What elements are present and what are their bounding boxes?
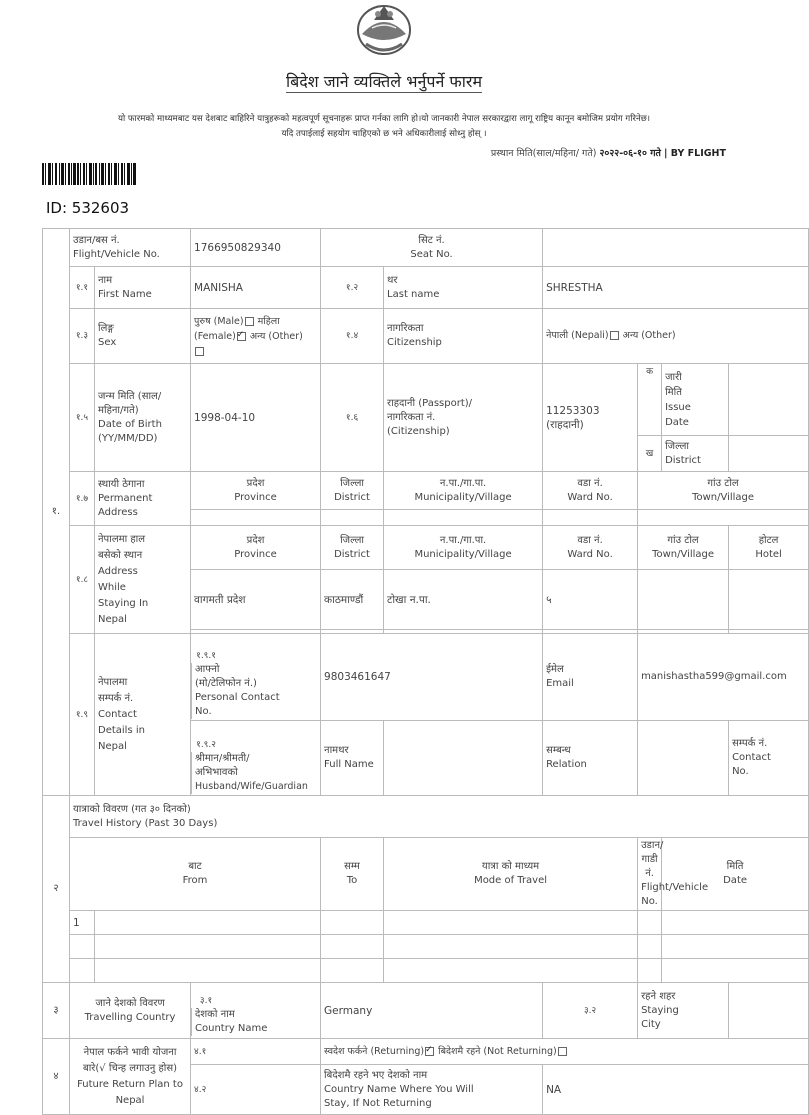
email-label: ईमेल Email <box>543 634 638 721</box>
last-name-label: थर Last name <box>384 267 543 309</box>
sex-label: लिङ्ग Sex <box>95 309 191 364</box>
sex-options: पुरुष (Male) महिला (Female)✓ अन्य (Other) <box>191 309 321 364</box>
num-1-6: १.६ <box>321 364 384 472</box>
perm-district-label: जिल्ला District <box>321 472 384 510</box>
intro-line-2: यदि तपाईलाई सहयोग चाहिएको छ भने अधिकारीलाई सोध्नु होस् । <box>281 129 487 139</box>
num-1-9: १.९ <box>70 634 95 796</box>
nepal-emblem-icon <box>348 0 420 58</box>
perm-municipality-label: न.पा./गा.पा. Municipality/Village <box>384 472 543 510</box>
stay-country-value: NA <box>543 1065 809 1115</box>
sex-other-checkbox[interactable] <box>195 347 204 356</box>
num-1-1: १.१ <box>70 267 95 309</box>
relation-label: सम्बन्ध Relation <box>543 721 638 796</box>
section-3-number: ३ <box>43 983 70 1039</box>
num-4-2: ४.२ <box>191 1065 321 1115</box>
citizenship-nepali-checkbox[interactable] <box>610 331 619 340</box>
issue-district-value <box>729 436 809 472</box>
perm-ward-label: वडा नं. Ward No. <box>543 472 638 510</box>
travel-history-title: यात्राको विवरण (गत ३० दिनको) Travel History (Past 30 Days) <box>70 796 809 838</box>
stay-ward-label: वडा नं. Ward No. <box>543 526 638 570</box>
passport-value: 11253303 (राहदानी) <box>543 364 638 472</box>
sex-female-checkbox[interactable] <box>237 332 246 341</box>
issue-date-value <box>729 364 809 436</box>
email-value: manishastha599@gmail.com <box>638 634 809 721</box>
stay-province-label: प्रदेश Province <box>191 526 321 570</box>
num-1-7: १.७ <box>70 472 95 526</box>
departure-date <box>491 146 726 159</box>
num-1-8: १.८ <box>70 526 95 634</box>
citizenship-options: नेपाली (Nepali) अन्य (Other) <box>543 309 809 364</box>
stay-hotel-label: होटल Hotel <box>729 526 809 570</box>
stay-country-label: बिदेशमै रहने भए देशको नाम Country Name Where You Will Stay, If Not Returning <box>321 1065 543 1115</box>
perm-town-value <box>638 510 809 526</box>
departure-date-label: प्रस्थान मिति(साल/महिना/ गते) <box>490 148 597 159</box>
issue-district-label: जिल्ला District <box>662 436 729 472</box>
staying-city-value <box>729 983 809 1039</box>
perm-ward-value <box>543 510 638 526</box>
travel-row <box>43 959 809 983</box>
travelling-country-label: जाने देशको विवरण Travelling Country <box>70 983 191 1039</box>
travel-mode-value: | BY FLIGHT <box>664 148 726 159</box>
section-2-number: २ <box>43 796 70 983</box>
perm-municipality-value <box>384 510 543 526</box>
return-plan-label: नेपाल फर्कने भावी योजना बारे(√ चिन्ह लगाउनु होस) Future Return Plan to Nepal <box>70 1039 191 1115</box>
travel-to-header: सम्म To <box>321 838 384 911</box>
issue-date-label: जारी मिति Issue Date <box>662 364 729 436</box>
perm-district-value <box>321 510 384 526</box>
citizenship-label: नागरिकता Citizenship <box>384 309 543 364</box>
staying-city-label: रहने शहर Staying City <box>638 983 729 1039</box>
intro-line-1: यो फारमको माध्यमबाट यस देशबाट बाहिरिने यात्रुहरूको महत्वपूर्ण सूचनाहरू प्राप्त गर्नका लागि हो।यो जानकारी नेपाल सरकारद्वारा लागू राष्ट्रिय कानून बमोजिम प्रयोग गरिनेछ। <box>117 114 651 124</box>
ka-label: क <box>638 364 662 436</box>
not-returning-checkbox[interactable] <box>558 1047 567 1056</box>
barcode-icon <box>42 163 136 185</box>
perm-province-label: प्रदेश Province <box>191 472 321 510</box>
returning-checkbox[interactable] <box>425 1047 434 1056</box>
first-name-label: नाम First Name <box>95 267 191 309</box>
intro-text <box>20 112 748 142</box>
travel-date-header: मिति Date <box>662 838 809 911</box>
guardian-label: १.९.२ श्रीमान/श्रीमती/ अभिभावको Husband/Wife/Guardian <box>191 721 321 796</box>
form-title: बिदेश जाने व्यक्तिले भर्नुपर्ने फारम <box>285 72 483 91</box>
num-3-2: ३.२ <box>543 983 638 1039</box>
dob-label: जन्म मिति (साल/ महिना/गते) Date of Birth (YY/MM/DD) <box>95 364 191 472</box>
flight-label: उडान/बस नं. Flight/Vehicle No. <box>70 229 191 267</box>
flight-number-value: 1766950829340 <box>191 229 321 267</box>
stay-town-value <box>638 570 729 630</box>
section-4-number: ४ <box>43 1039 70 1115</box>
departure-date-value: २०२२-०६-१० गते <box>599 148 661 159</box>
permanent-address-label: स्थायी ठेगाना Permanent Address <box>95 472 191 526</box>
num-1-2: १.२ <box>321 267 384 309</box>
num-1-4: १.४ <box>321 309 384 364</box>
perm-province-value <box>191 510 321 526</box>
guardian-contact-label: सम्पर्क नं. Contact No. <box>729 721 809 796</box>
stay-address-label: नेपालमा हाल बसेको स्थान Address While Staying In Nepal <box>95 526 191 634</box>
seat-value <box>543 229 809 267</box>
stay-municipality-value: टोखा न.पा. <box>384 570 543 630</box>
travel-from-header: बाट From <box>70 838 321 911</box>
relation-value <box>638 721 729 796</box>
num-4-1: ४.१ <box>191 1039 321 1065</box>
fullname-value <box>384 721 543 796</box>
section-1-number: १. <box>43 229 70 796</box>
stay-hotel-value <box>729 570 809 630</box>
personal-contact-label: १.९.१ आफ्नो (मो/टेलिफोन नं.) Personal Contact No. <box>191 634 321 721</box>
seat-label: सिट नं. Seat No. <box>321 229 543 267</box>
perm-town-label: गांउ टोल Town/Village <box>638 472 809 510</box>
kha-label: ख <box>638 436 662 472</box>
travel-flight-header: उडान/गाडी नं. Flight/Vehicle No. <box>638 838 662 911</box>
travel-row-number: 1 <box>70 911 95 935</box>
form-id: ID: 532603 <box>46 199 130 217</box>
return-options: स्वदेश फर्कने (Returning)✓ बिदेशमै रहने (Not Returning) <box>321 1039 809 1065</box>
num-1-3: १.३ <box>70 309 95 364</box>
personal-contact-value: 9803461647 <box>321 634 543 721</box>
sex-male-checkbox[interactable] <box>245 317 254 326</box>
travel-row <box>43 911 809 935</box>
passport-label: राहदानी (Passport)/ नागरिकता नं. (Citizenship) <box>384 364 543 472</box>
num-1-5: १.५ <box>70 364 95 472</box>
first-name-value: MANISHA <box>191 267 321 309</box>
contact-details-label: नेपालमा सम्पर्क नं. Contact Details in Nepal <box>95 634 191 796</box>
country-name-label: ३.१ देशको नाम Country Name <box>191 983 321 1039</box>
country-name-value: Germany <box>321 983 543 1039</box>
stay-province-value: वागमती प्रदेश <box>191 570 321 630</box>
stay-district-value: काठमाण्डौं <box>321 570 384 630</box>
stay-ward-value: ५ <box>543 570 638 630</box>
travel-row <box>43 935 809 959</box>
fullname-label: नामथर Full Name <box>321 721 384 796</box>
last-name-value: SHRESTHA <box>543 267 809 309</box>
dob-value: 1998-04-10 <box>191 364 321 472</box>
travel-mode-header: यात्रा को माध्यम Mode of Travel <box>384 838 638 911</box>
stay-municipality-label: न.पा./गा.पा. Municipality/Village <box>384 526 543 570</box>
stay-town-label: गांउ टोल Town/Village <box>638 526 729 570</box>
stay-district-label: जिल्ला District <box>321 526 384 570</box>
travel-form-table <box>42 228 809 1115</box>
